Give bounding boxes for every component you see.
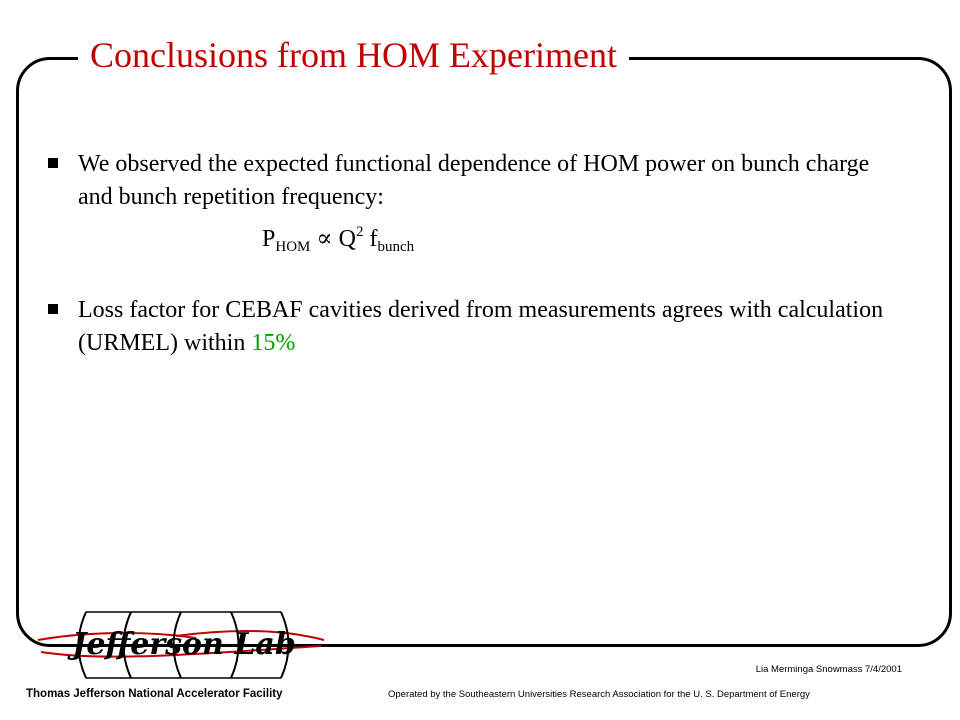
formula-f-sub: bunch <box>377 239 415 255</box>
formula-relation: ∝ <box>316 226 333 252</box>
square-bullet-icon <box>48 158 58 168</box>
logo-text: Jefferson Lab <box>72 627 296 662</box>
hom-power-formula <box>262 224 414 256</box>
slide-title: Conclusions from HOM Experiment <box>78 32 629 78</box>
formula-q-sup: 2 <box>355 224 364 240</box>
author-info: Lia Merminga Snowmass 7/4/2001 <box>755 664 902 675</box>
highlight-value: 15% <box>251 330 296 356</box>
bullet-text-2 <box>78 294 888 360</box>
bullet-text-1: We observed the expected functional dependence of HOM power on bunch charge and bunch repetition frequency: <box>78 151 870 210</box>
formula-p-sub: HOM <box>275 239 311 255</box>
operator-info: Operated by the Southeastern Universities Research Association for the U. S. Department of Energy <box>388 689 810 700</box>
lab-name: Thomas Jefferson National Accelerator Facility <box>26 688 283 700</box>
square-bullet-icon <box>48 304 58 314</box>
formula-f: f <box>369 226 378 252</box>
bullet-item-2 <box>48 294 888 360</box>
formula-p: P <box>262 226 276 252</box>
formula-q: Q <box>338 226 356 252</box>
bullet-text-2-main: Loss factor for CEBAF cavities derived from measurements agrees with calculation (URMEL) within <box>78 297 884 356</box>
jefferson-lab-logo <box>36 604 326 684</box>
bullet-item-1 <box>48 148 888 214</box>
